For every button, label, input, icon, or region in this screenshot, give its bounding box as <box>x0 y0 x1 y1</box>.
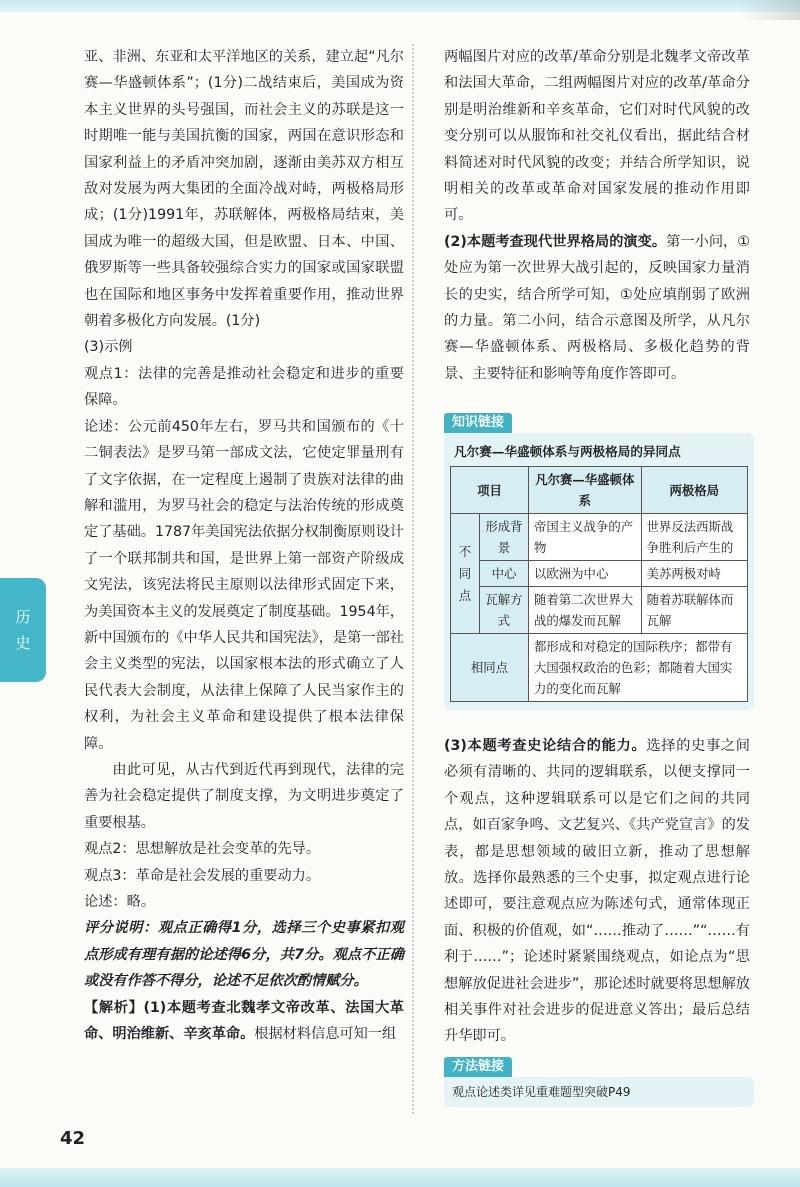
paragraph: 由此可见，从古代到近代再到现代，法律的完善为社会稳定提供了制度支撑，为文明进步奠定了重要根基。 <box>84 761 404 831</box>
table-header: 项目 <box>451 467 529 514</box>
row-label: 瓦解方式 <box>480 587 529 634</box>
diff-label-char: 点 <box>458 587 472 603</box>
table-cell: 美苏两极对峙 <box>641 561 747 587</box>
paragraph: 观点3：革命是社会发展的重要动力。 <box>84 867 321 884</box>
right-column-top <box>444 44 750 387</box>
knowledge-link-box <box>444 411 754 710</box>
paragraph-text: 选择的史事之间必须有清晰的、共同的逻辑联系，以便支撑同一个观点，这种逻辑联系可以是它们之间的共同点，如百家争鸣、文艺复兴、《共产党宣言》的发表，都是思想领域的破旧立新，推动了思想解放。选择你最熟悉的三个史事，拟定观点进行论述即可，要注意观点应为陈述句式，通常体现正面、积极的价值观，如“……推动了……”“……有利于……”；论述时紧紧围绕观点，如论点为“思想解放促进社会进步”，那论述时就要将思想解放相关事件对社会进步的促进意义答出；最后总结升华即可。 <box>444 738 750 1045</box>
table-cell: 以欧洲为中心 <box>529 561 642 587</box>
table-row <box>451 514 748 561</box>
table-cell: 帝国主义战争的产物 <box>529 514 642 561</box>
diff-label <box>451 514 480 634</box>
table-cell: 随着苏联解体而瓦解 <box>641 587 747 634</box>
column-divider <box>412 44 414 1114</box>
paragraph: 论述：略。 <box>84 894 155 910</box>
same-label: 相同点 <box>451 634 529 702</box>
right-column-bottom <box>444 733 750 1050</box>
row-label: 形成背景 <box>480 514 529 561</box>
subject-tab-char: 历 <box>15 608 31 626</box>
bottom-band <box>0 1168 800 1187</box>
table-cell: 随着第二次世界大战的爆发而瓦解 <box>529 587 642 634</box>
left-column <box>84 44 404 1047</box>
paragraph: 两幅图片对应的改革/革命分别是北魏孝文帝改革和法国大革命，二组两幅图片对应的改革/革命分别是明治维新和辛亥革命，它们对时代风貌的改变分别可以从服饰和社交礼仪看出，据此结合材料简述对时代风貌的改变；并结合所学知识，说明相关的改革或革命对国家发展的推动作用即可。 <box>444 49 750 224</box>
diff-label-char: 不 <box>458 543 472 559</box>
subject-tab <box>0 578 46 682</box>
paragraph: 论述：公元前450年左右，罗马共和国颁布的《十二铜表法》是罗马第一部成文法，它使定罪量刑有了文字依据，在一定程度上遏制了贵族对法律的曲解和滥用，为罗马社会的稳定与法治传统的形成奠定了基础。1787年美国宪法依据分权制衡原则设计了一个联邦制共和国，是世界上第一部资产阶级成文宪法，该宪法将民主原则以法律形式固定下来，为美国资本主义的发展奠定了制度基础。1954年，新中国颁布的《中华人民共和国宪法》，是第一部社会主义类型的宪法，以国家根本法的形式确立了人民代表大会制度，从法律上保障了人民当家作主的权利，为社会主义革命和建设提供了根本法律保障。 <box>84 418 404 752</box>
paragraph <box>444 229 750 387</box>
knowledge-link-tag: 知识链接 <box>444 413 512 433</box>
question-heading: (2)本题考查现代世界格局的演变。 <box>444 233 667 250</box>
table-title: 凡尔赛—华盛顿体系与两极格局的异同点 <box>454 444 681 459</box>
table-row <box>451 561 748 587</box>
page-edge-shadow <box>740 0 800 20</box>
row-label: 中心 <box>480 561 529 587</box>
paragraph: 观点2：思想解放是社会变革的先导。 <box>84 841 321 858</box>
method-link-box <box>444 1055 754 1107</box>
page-number: 42 <box>60 1128 86 1149</box>
table-cell: 都形成和对稳定的国际秩序；都带有大国强权政治的色彩；都随着大国实力的变化而瓦解 <box>529 634 748 702</box>
method-link-text: 观点论述类详见重难题型突破P49 <box>444 1077 754 1107</box>
paragraph <box>444 733 750 1050</box>
table-row <box>451 587 748 634</box>
diff-label-char: 同 <box>458 565 472 581</box>
scoring-note: 评分说明：观点正确得1分，选择三个史事紧扣观点形成有理有据的论述得6分，共7分。观点不正确或没有作答不得分，论述不足依次酌情赋分。 <box>84 920 404 990</box>
analysis-label: 【解析】 <box>84 999 144 1016</box>
comparison-table <box>450 466 748 702</box>
table-header: 凡尔赛—华盛顿体系 <box>529 467 642 514</box>
top-band <box>0 0 800 12</box>
subject-tab-char: 史 <box>15 634 31 652</box>
paragraph: 观点1：法律的完善是推动社会稳定和进步的重要保障。 <box>84 365 404 409</box>
paragraph-text: 第一小问，①处应为第一次世界大战引起的，反映国家力量消长的史实，结合所学可知，①处应填削弱了欧洲的力量。第二小问，结合示意图及所学，从凡尔赛—华盛顿体系、两极格局、多极化趋势的背景、主要特征和影响等角度作答即可。 <box>444 233 750 382</box>
paragraph: (3)示例 <box>84 339 133 356</box>
table-row <box>451 634 748 702</box>
method-link-tag: 方法链接 <box>444 1057 512 1077</box>
question-heading: (3)本题考查史论结合的能力。 <box>444 738 647 754</box>
table-cell: 世界反法西斯战争胜利后产生的 <box>641 514 747 561</box>
analysis-text: 根据材料信息可知一组 <box>254 1026 397 1043</box>
analysis-paragraph <box>84 995 404 1048</box>
table-header: 两极格局 <box>641 467 747 514</box>
analysis-heading: (1)本题考查北魏孝文帝改革、法国大革命、明治维新、辛亥革命。 <box>84 999 404 1043</box>
paragraph: 亚、非洲、东亚和太平洋地区的关系，建立起“凡尔赛—华盛顿体系”；(1分)二战结束后，美国成为资本主义世界的头号强国，而社会主义的苏联是这一时期唯一能与美国抗衡的国家，两国在意识形态和国家利益上的矛盾冲突加剧，逐渐由美苏双方相互敌对发展为两大集团的全面冷战对峙，两极格局形成；(1分)1991年，苏联解体，两极格局结束，美国成为唯一的超级大国，但是欧盟、日本、中国、俄罗斯等一些具备较强综合实力的国家或国家联盟也在国际和地区事务中发挥着重要作用，推动世界朝着多极化方向发展。(1分) <box>84 49 404 330</box>
